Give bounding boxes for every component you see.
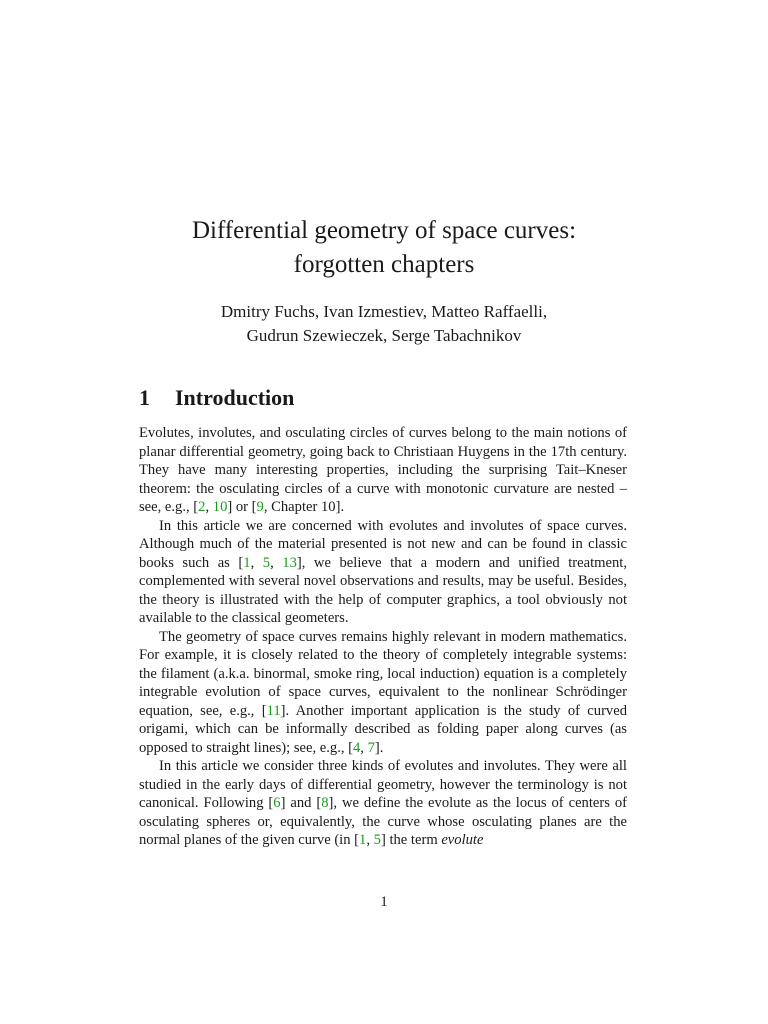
text-span: ]. Another important application is the study of curved origami, which can be informally described as folding paper along curves (as opposed to straight lines); see, e.g., [ xyxy=(139,702,627,756)
text-span: ]. xyxy=(374,739,384,756)
title-line-1: Differential geometry of space curves: xyxy=(191,217,577,244)
text-span: The geometry of space curves remains highly relevant in modern mathematics. For example, it is closely related to the theory of completely integrable systems: the filament (a.k.a. binormal, smoke ring, local induction) equation is a completely integrable evolution of space curves, equivalent to the nonlinear Schrödinger equation, see, e.g., [ xyxy=(139,628,627,719)
citation-link[interactable]: 5 xyxy=(373,832,381,848)
citation-link[interactable]: 5 xyxy=(262,554,271,571)
body-text xyxy=(139,424,627,850)
paper-title xyxy=(0,214,768,282)
paragraph-2 xyxy=(139,517,627,628)
paragraph-4 xyxy=(139,757,627,850)
authors-line-1: Dmitry Fuchs, Ivan Izmestiev, Matteo Raffaelli, xyxy=(220,302,548,321)
text-span: ], we believe that a modern and unified treatment, complemented with several novel observations and results, may be useful. Besides, the theory is illustrated with the help of computer graphics, a tool obviously not available to the classical geometers. xyxy=(139,554,628,626)
paragraph-1 xyxy=(139,424,627,517)
text-span: ] the term xyxy=(380,832,442,848)
text-span: , xyxy=(250,554,263,571)
text-span: ] and [ xyxy=(280,795,322,811)
citation-link[interactable]: 13 xyxy=(282,554,297,571)
citation-link[interactable]: 9 xyxy=(256,499,264,515)
text-span: ] or [ xyxy=(227,499,257,515)
text-span: , xyxy=(360,739,368,756)
citation-link[interactable]: 2 xyxy=(198,499,206,515)
text-span: , Chapter 10]. xyxy=(263,499,345,515)
page-number: 1 xyxy=(380,894,388,910)
text-span: , xyxy=(205,499,213,515)
citation-link[interactable]: 4 xyxy=(353,739,361,756)
text-span: , xyxy=(366,832,374,848)
citation-link[interactable]: 11 xyxy=(266,702,281,719)
author-list xyxy=(0,300,768,348)
citation-link[interactable]: 10 xyxy=(212,499,228,515)
text-span: , xyxy=(270,554,283,571)
text-span: Evolutes, involutes, and osculating circles of curves belong to the main notions of planar differential geometry, going back to Christiaan Huygens in the 17th century. They have many interesting properties, including the surprising Tait–Kneser theorem: the osculating circles of a curve with monotonic curvature are nested – see, e.g., [ xyxy=(139,425,627,515)
title-line-2: forgotten chapters xyxy=(293,251,475,278)
citation-link[interactable]: 8 xyxy=(321,795,329,811)
emphasized-term: evolute xyxy=(441,832,484,848)
section-heading xyxy=(139,385,294,411)
text-span: In this article we are concerned with evolutes and involutes of space curves. Although much of the material presented is not new and can be found in classic books such as [ xyxy=(139,517,627,571)
citation-link[interactable]: 7 xyxy=(367,739,375,756)
section-number: 1 xyxy=(139,385,150,410)
text-span: ], we define the evolute as the locus of centers of osculating spheres or, equivalently, the curve whose osculating planes are the normal planes of the given curve (in [ xyxy=(139,795,627,848)
authors-line-2: Gudrun Szewieczek, Serge Tabachnikov xyxy=(246,326,522,345)
citation-link[interactable]: 1 xyxy=(359,832,367,848)
section-title: Introduction xyxy=(175,385,295,410)
paragraph-3 xyxy=(139,628,627,758)
citation-link[interactable]: 6 xyxy=(273,795,281,811)
citation-link[interactable]: 1 xyxy=(243,554,251,571)
text-span: In this article we consider three kinds of evolutes and involutes. They were all studied in the early days of differential geometry, however the terminology is not canonical. Following [ xyxy=(139,758,627,811)
